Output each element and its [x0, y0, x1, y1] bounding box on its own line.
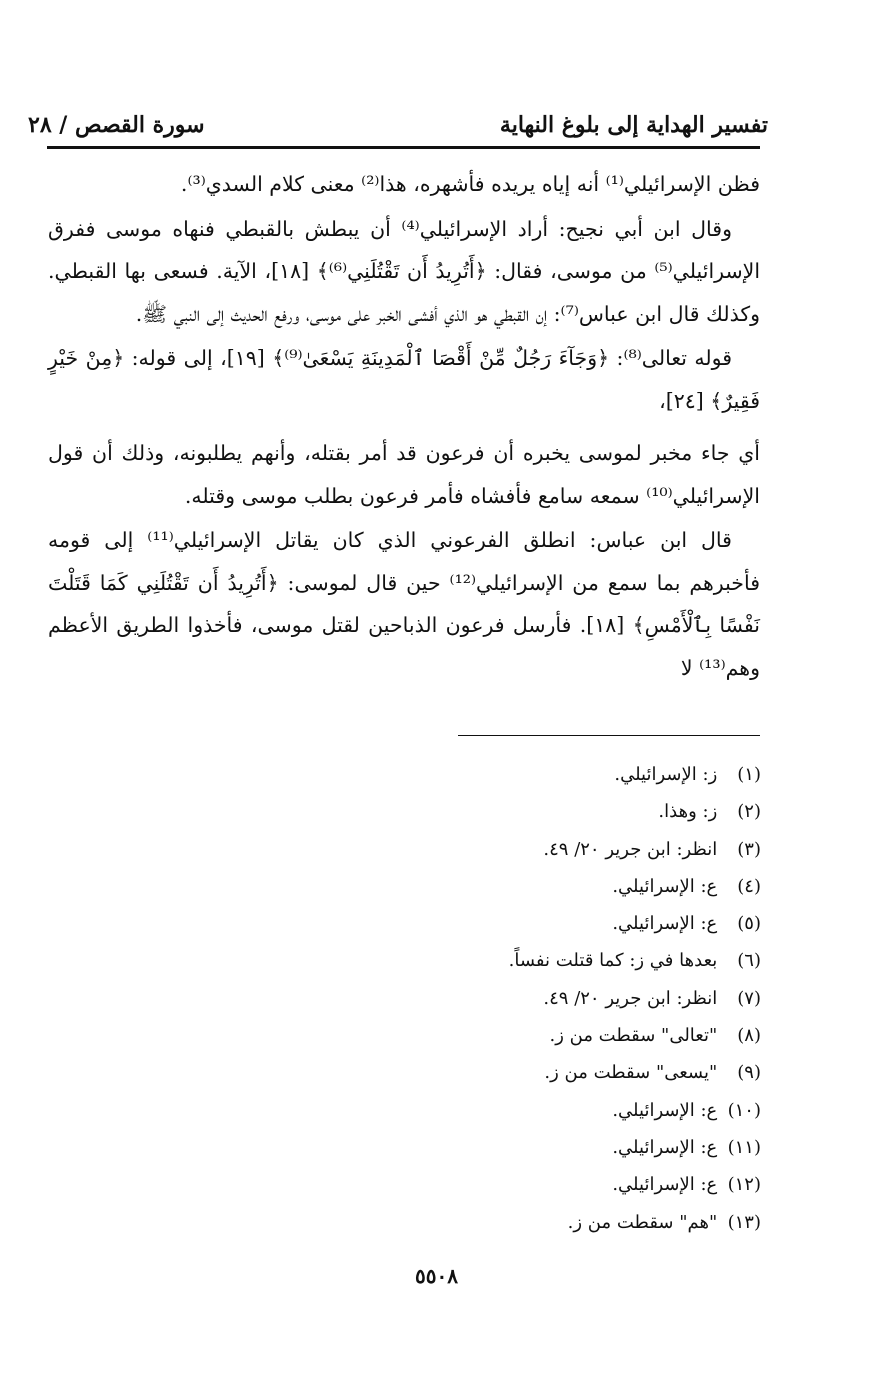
footnote	[241, 905, 761, 942]
footnote-number: (١)	[737, 764, 761, 785]
footnote-text: بعدها في ز: كما قتلت نفساً.	[508, 950, 718, 972]
footnote-number: (٨)	[737, 1025, 761, 1047]
footnote-text: ع: الإسرائيلي.	[612, 1136, 718, 1158]
footnote-number: (٥)	[737, 913, 761, 935]
footnote-number: (٣)	[737, 838, 761, 860]
footnote-text: ع: الإسرائيلي.	[612, 913, 718, 935]
footnote	[241, 1129, 761, 1166]
footnote-text: ع: الإسرائيلي.	[612, 1174, 718, 1196]
main-text	[48, 163, 760, 689]
footnote-number: (٩)	[737, 1062, 761, 1084]
footnote-number: (٦)	[737, 950, 761, 972]
footnote-number: (١٢)	[727, 1174, 761, 1196]
footnote-text: "يسعى" سقطت من ز.	[544, 1062, 718, 1084]
footnote-text: ع: الإسرائيلي.	[612, 875, 718, 897]
paragraph: أي جاء مخبر لموسى يخبره أن فرعون قد أمر بقتله، وأنهم يطلبونه، وذلك أن قول الإسرائيلي⁽¹⁰⁾ سمعه سامع فأفشاه فأمر فرعون بطلب موسى وقتله.	[48, 441, 760, 508]
surah-header: سورة القصص / ٢٨	[28, 112, 205, 138]
footnote-number: (٧)	[737, 987, 761, 1009]
footnote	[241, 868, 761, 905]
footnote-number: (٤)	[737, 875, 761, 897]
header-rule	[47, 146, 760, 149]
footnote-text: ز: وهذا.	[658, 801, 718, 823]
footnote-text: ز: الإسرائيلي.	[614, 764, 718, 785]
footnote-number: (٢)	[737, 801, 761, 823]
footnote-text: انظر: ابن جرير ٢٠/ ٤٩.	[543, 838, 718, 860]
footnote	[241, 831, 761, 868]
paragraph: وقال ابن أبي نجيح: أراد الإسرائيلي⁽⁴⁾ أن يبطش بالقبطي فنهاه موسى ففرق الإسرائيلي⁽⁵⁾ من موسى، فقال: ﴿أَتُرِيدُ أَن تَقْتُلَنِي⁽⁶⁾﴾ [١٨]، الآية. فسعى بها القبطي. وكذلك قال ابن عباس⁽⁷⁾: إن القبطي هو الذي أفشى الخبر على موسى، ورفع الحديث إلى النبي ﷺ.	[48, 216, 761, 326]
paragraph: فظن الإسرائيلي⁽¹⁾ أنه إياه يريده فأشهره، هذا⁽²⁾ معنى كلام السدي⁽³⁾.	[180, 172, 760, 196]
footnote-text: انظر: ابن جرير ٢٠/ ٤٩.	[543, 987, 718, 1009]
paragraph: قال ابن عباس: انطلق الفرعوني الذي كان يقاتل الإسرائيلي⁽¹¹⁾ إلى قومه فأخبرهم بما سمع من الإسرائيلي⁽¹²⁾ حين قال لموسى: ﴿أَتُرِيدُ أَن تَقْتُلَنِي كَمَا قَتَلْتَ نَفْسًا بِٱلْأَمْسِ﴾ [١٨]. فأرسل فرعون الذباحين لقتل موسى، فأخذوا الطريق الأعظم وهم⁽¹³⁾ لا	[48, 528, 761, 680]
footnote	[241, 1166, 761, 1203]
footnote-separator	[458, 735, 760, 736]
footnote	[241, 1092, 761, 1129]
footnote	[241, 1017, 761, 1054]
footnote	[241, 756, 761, 793]
footnote-text: ع: الإسرائيلي.	[612, 1099, 718, 1121]
footnote	[241, 1054, 761, 1091]
footnote	[241, 942, 761, 979]
footnote	[241, 1204, 761, 1241]
paragraph: قوله تعالى⁽⁸⁾: ﴿وَجَآءَ رَجُلٌ مِّنْ أَقْصَا ٱلْمَدِينَةِ يَسْعَىٰ⁽⁹⁾﴾ [١٩]، إلى قوله: ﴿مِنْ خَيْرٍ فَقِيرٌ﴾ [٢٤]،	[48, 346, 760, 413]
footnote	[241, 980, 761, 1017]
footnote-number: (١٠)	[727, 1099, 761, 1121]
footnote-number: (١١)	[727, 1136, 761, 1158]
running-header	[28, 104, 768, 138]
page-number: ٥٥٠٨	[415, 1264, 458, 1288]
footnote	[241, 793, 761, 830]
book-title: تفسير الهداية إلى بلوغ النهاية	[499, 112, 768, 138]
footnote-number: (١٣)	[727, 1211, 761, 1233]
footnote-text: "هم" سقطت من ز.	[567, 1211, 718, 1233]
footnotes-list	[241, 756, 761, 1241]
footnote-text: "تعالى" سقطت من ز.	[549, 1025, 718, 1047]
